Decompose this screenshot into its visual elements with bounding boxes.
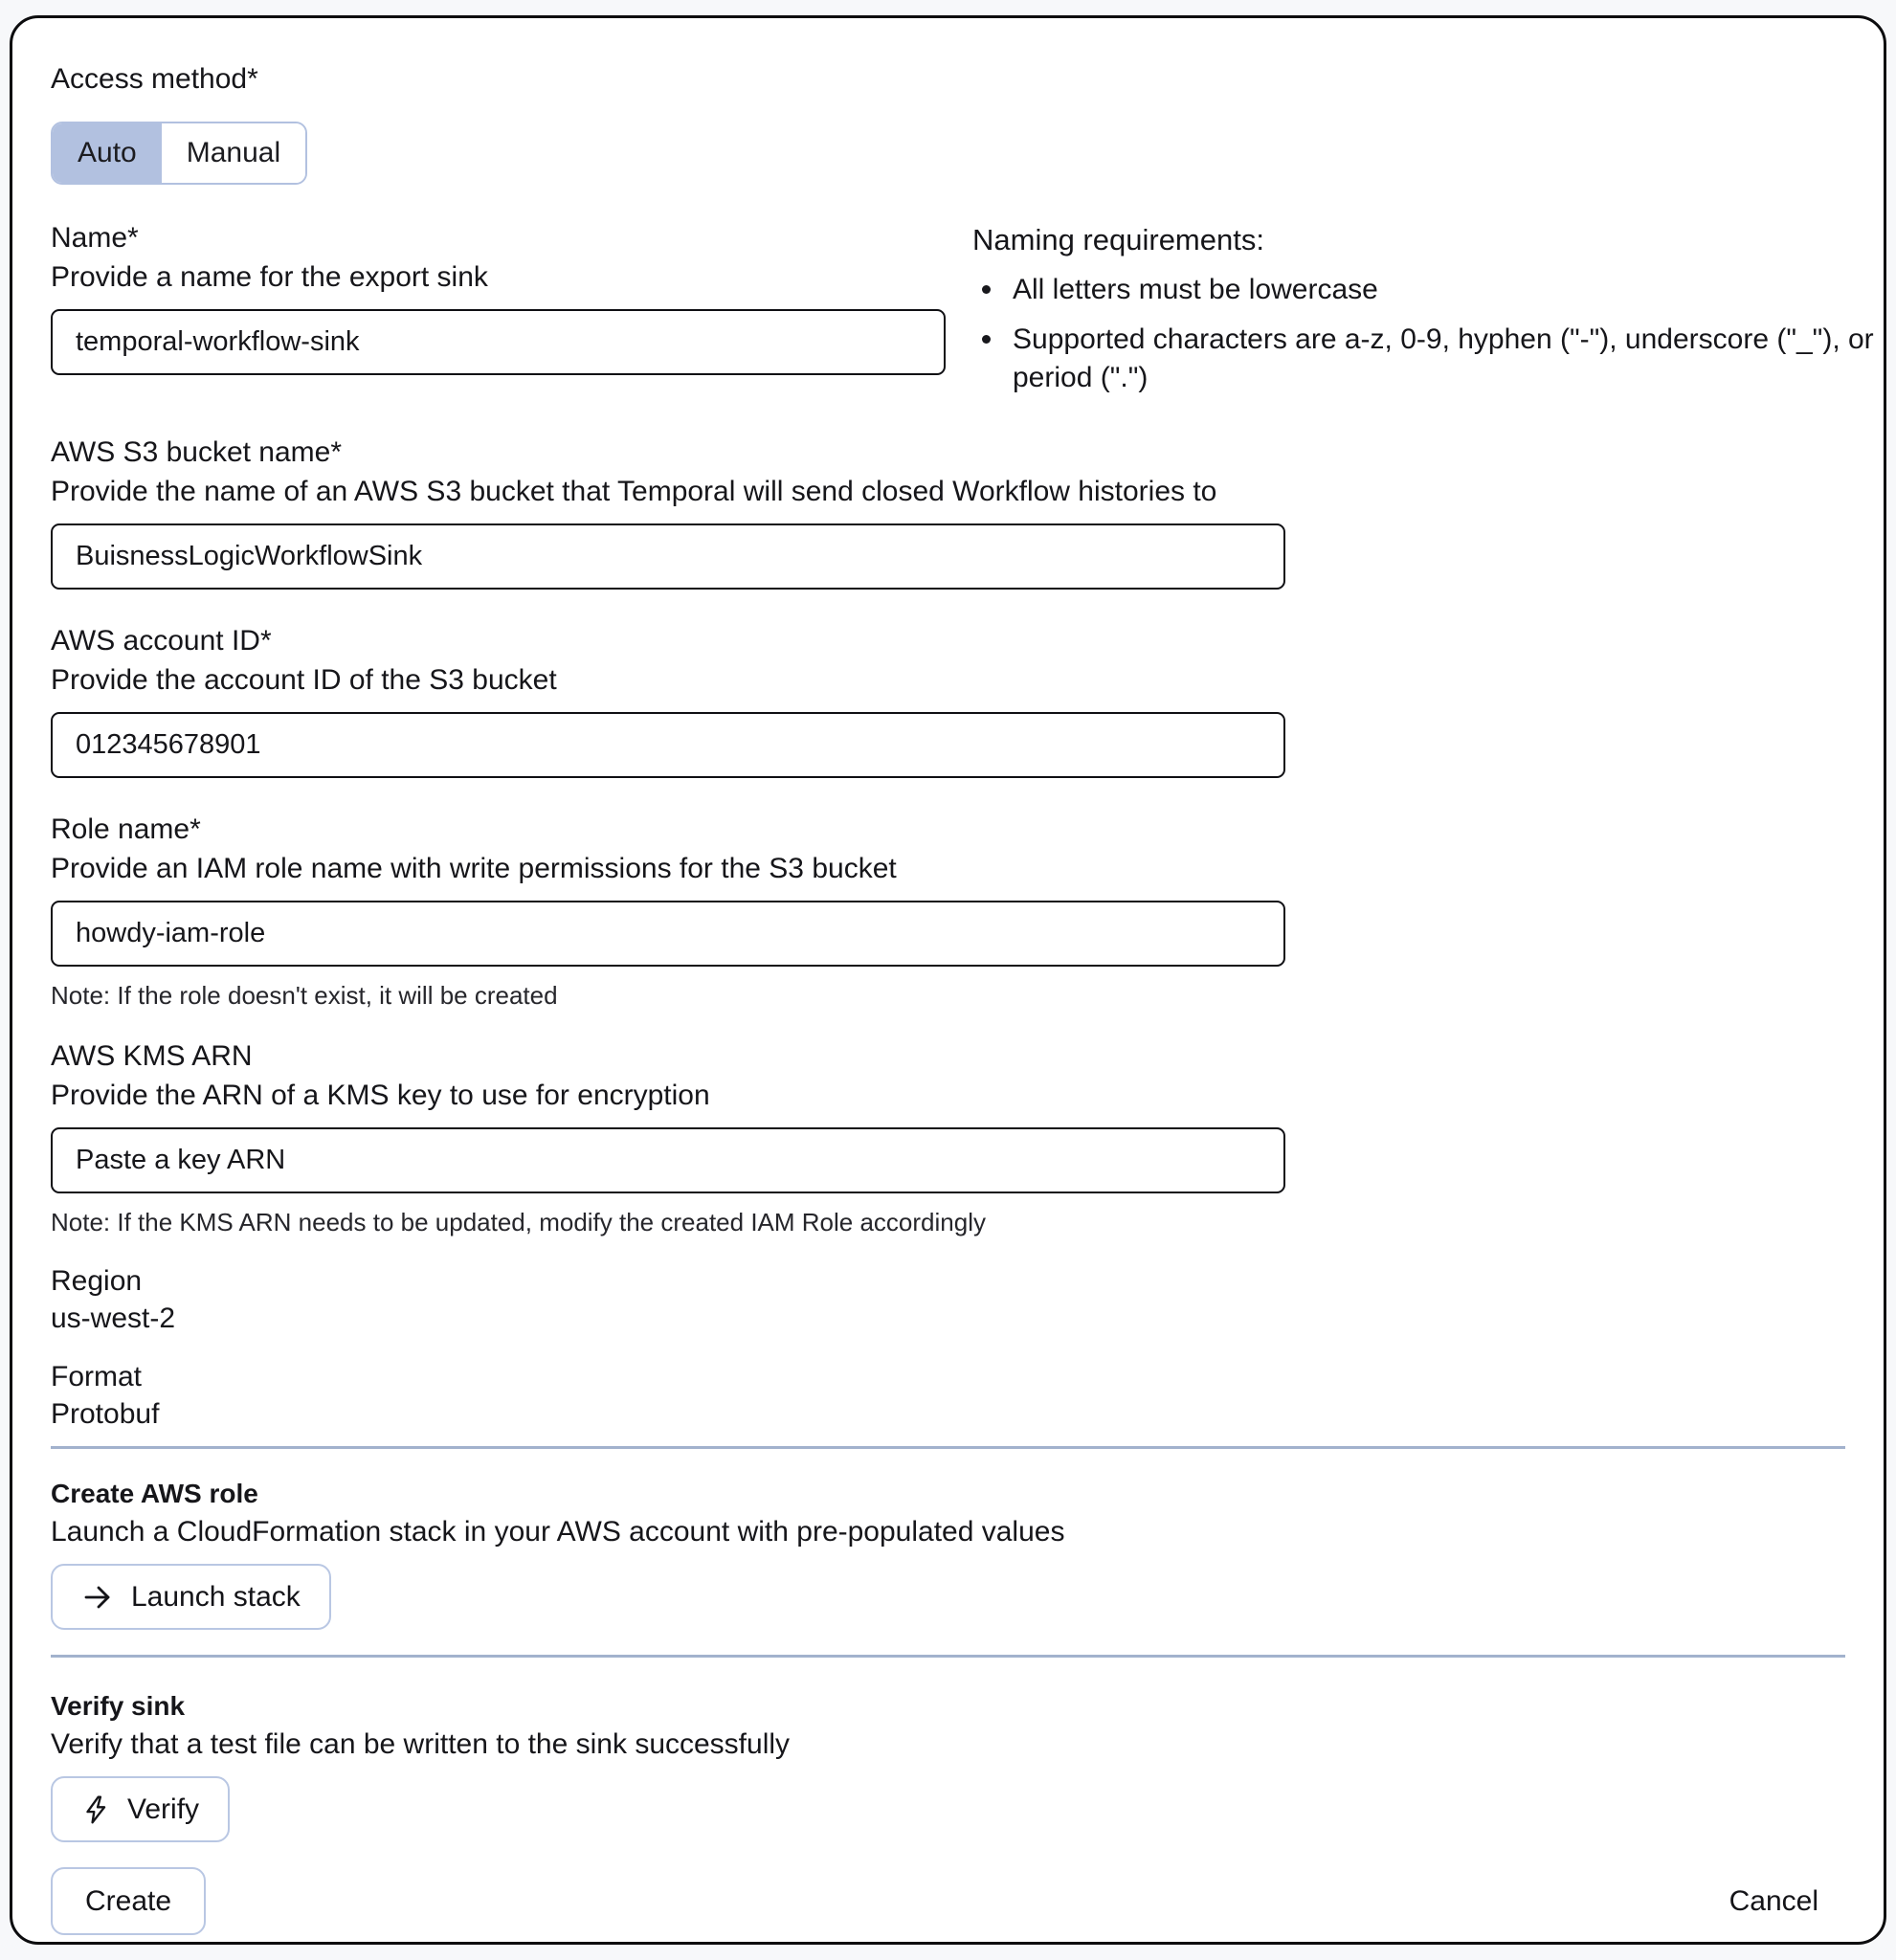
role-name-description: Provide an IAM role name with write permissions for the S3 bucket — [51, 853, 897, 884]
region-label: Region — [51, 1265, 143, 1297]
lightning-bolt-icon — [81, 1794, 110, 1825]
access-method-toggle — [51, 122, 307, 185]
launch-stack-button[interactable] — [51, 1564, 331, 1630]
kms-arn-field — [51, 1039, 1845, 1237]
region-value: us-west-2 — [51, 1303, 176, 1334]
name-label: Name* — [51, 222, 139, 254]
naming-requirement-item: Supported characters are a-z, 0-9, hyphen ("-"), underscore ("_"), or period (".") — [972, 321, 1877, 397]
verify-sink-title: Verify sink — [51, 1691, 186, 1721]
kms-arn-input[interactable] — [51, 1127, 1285, 1193]
form-actions — [51, 1867, 1845, 1935]
verify-sink-description: Verify that a test file can be written to the sink successfully — [51, 1728, 791, 1760]
s3-bucket-description: Provide the name of an AWS S3 bucket that Temporal will send closed Workflow histories to — [51, 476, 1217, 507]
access-method-option-auto[interactable]: Auto — [53, 123, 162, 183]
s3-bucket-field — [51, 435, 1845, 590]
role-name-field — [51, 813, 1845, 1011]
format-field — [51, 1360, 1845, 1433]
format-value: Protobuf — [51, 1398, 160, 1430]
create-button[interactable]: Create — [51, 1867, 206, 1935]
name-input[interactable] — [51, 309, 946, 375]
verify-button-label: Verify — [127, 1793, 200, 1825]
export-sink-form-card — [10, 15, 1886, 1945]
role-name-note: Note: If the role doesn't exist, it will be created — [51, 981, 558, 1010]
format-label: Format — [51, 1361, 143, 1392]
create-aws-role-title: Create AWS role — [51, 1479, 258, 1508]
name-description: Provide a name for the export sink — [51, 261, 488, 293]
role-name-label: Role name* — [51, 813, 201, 845]
role-name-input[interactable] — [51, 901, 1285, 967]
kms-arn-description: Provide the ARN of a KMS key to use for encryption — [51, 1080, 710, 1111]
naming-requirements-list — [972, 271, 1877, 397]
account-id-label: AWS account ID* — [51, 625, 272, 657]
name-field — [51, 221, 946, 397]
access-method-option-manual[interactable]: Manual — [162, 123, 305, 183]
s3-bucket-input[interactable] — [51, 523, 1285, 590]
arrow-right-icon — [81, 1581, 114, 1614]
cancel-button[interactable]: Cancel — [1729, 1884, 1818, 1917]
launch-stack-button-label: Launch stack — [131, 1580, 301, 1613]
verify-button[interactable] — [51, 1776, 230, 1842]
region-field — [51, 1264, 1845, 1337]
section-divider — [51, 1655, 1845, 1658]
create-aws-role-section — [51, 1478, 1845, 1630]
verify-sink-section — [51, 1690, 1845, 1842]
account-id-input[interactable] — [51, 712, 1285, 778]
naming-requirement-item: All letters must be lowercase — [972, 271, 1877, 309]
name-and-requirements-row — [51, 221, 1874, 397]
kms-arn-note: Note: If the KMS ARN needs to be updated, modify the created IAM Role accordingly — [51, 1208, 986, 1236]
naming-requirements — [972, 221, 1877, 397]
create-aws-role-description: Launch a CloudFormation stack in your AWS account with pre-populated values — [51, 1516, 1065, 1548]
access-method-label: Access method* — [51, 63, 258, 95]
kms-arn-label: AWS KMS ARN — [51, 1040, 253, 1072]
account-id-field — [51, 624, 1845, 778]
section-divider — [51, 1446, 1845, 1449]
account-id-description: Provide the account ID of the S3 bucket — [51, 664, 557, 696]
s3-bucket-label: AWS S3 bucket name* — [51, 436, 343, 468]
naming-requirements-title: Naming requirements: — [972, 223, 1264, 256]
